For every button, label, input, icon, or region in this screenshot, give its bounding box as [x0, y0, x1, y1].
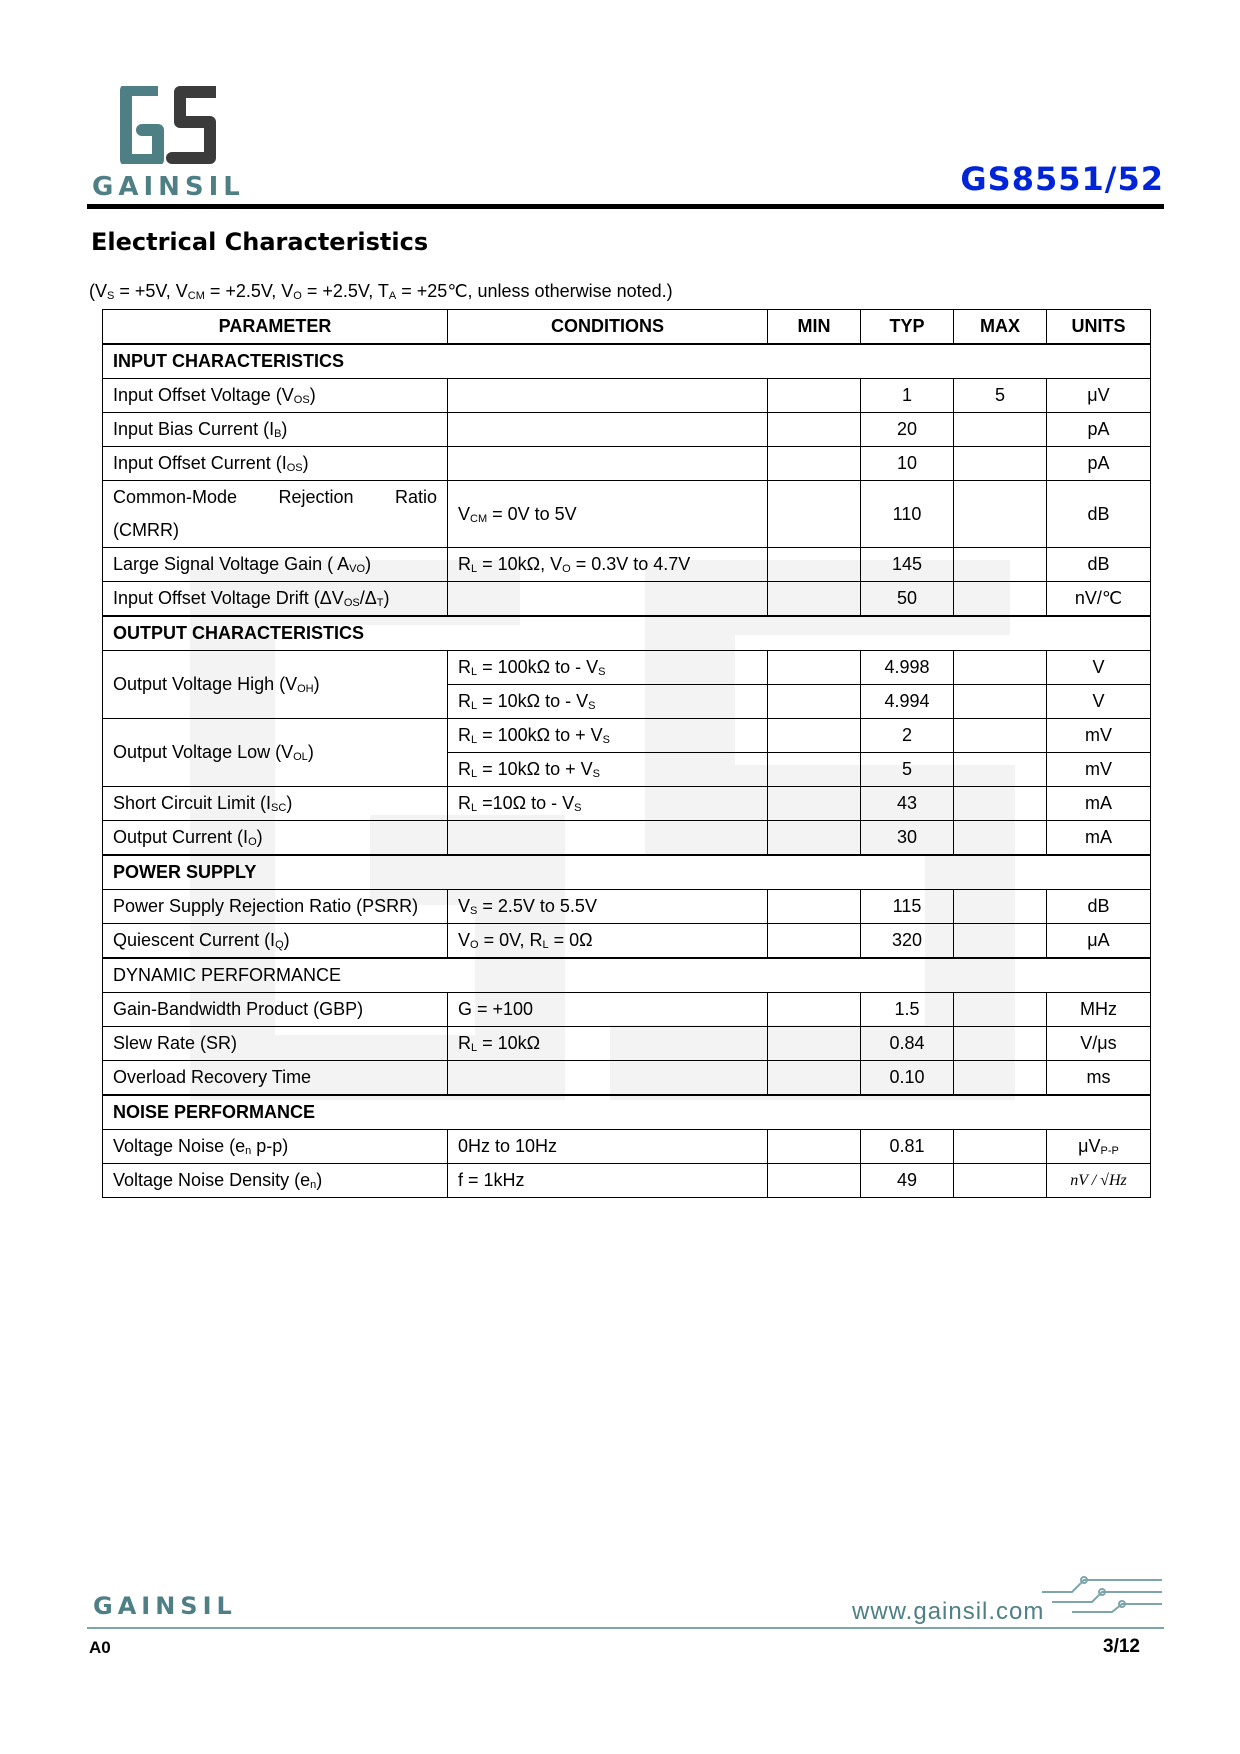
col-header-units: UNITS	[1047, 310, 1151, 345]
table-header-row	[103, 310, 1151, 345]
table-row: Common-Mode Rejection Ratio (CMRR) $V_{CM} = 0V$ to 5V 110 dB	[103, 481, 1151, 548]
table-row: Output Current $(I_O)$ 30 mA	[103, 821, 1151, 856]
param-cell: Input Offset Voltage $(V_{OS})$	[103, 379, 448, 413]
section-row-power: POWER SUPPLY	[103, 855, 1151, 890]
param-cell: Input Offset Current $(I_{OS})$	[103, 447, 448, 481]
header-logo	[92, 86, 252, 202]
param-cell: Input Offset Voltage Drift $(\Delta V_{OS}/\Delta_T)$	[103, 582, 448, 617]
conditions-note: ($V_S = +5V$, $V_{CM} = +2.5V$, $V_O = +2.5V$, $T_A$ = +25℃, unless otherwise noted.)	[89, 281, 673, 302]
electrical-characteristics-table	[102, 309, 1151, 1198]
param-cell: Output Voltage Low $(V_{OL})$	[103, 719, 448, 787]
table-row: Power Supply Rejection Ratio (PSRR) $V_S = 2.5V$ to 5.5V 115 dB	[103, 890, 1151, 924]
param-cell: Quiescent Current $(I_Q)$	[103, 924, 448, 959]
page-number: 3/12	[1103, 1636, 1140, 1657]
table-row: $R_L = 10k\Omega$ to + $V_S$ 5 mV	[103, 753, 1151, 787]
col-header-conditions: CONDITIONS	[448, 310, 768, 345]
param-cell: Short Circuit Limit $(I_{SC})$	[103, 787, 448, 821]
footer-url[interactable]: www.gainsil.com	[852, 1598, 1045, 1625]
section-title: Electrical Characteristics	[91, 228, 429, 256]
svg-text:GAINSIL: GAINSIL	[93, 1592, 237, 1618]
param-cell: Input Bias Current $(I_B)$	[103, 413, 448, 447]
table-row: $R_L = 10k\Omega$ to - $V_S$ 4.994 V	[103, 685, 1151, 719]
table-row: Input Offset Current $(I_{OS})$ 10 pA	[103, 447, 1151, 481]
param-cell: Gain-Bandwidth Product (GBP)	[103, 993, 448, 1027]
param-cell: Voltage Noise Density $(e_n)$	[103, 1164, 448, 1198]
table-row: Overload Recovery Time 0.10 ms	[103, 1061, 1151, 1096]
part-number: GS8551/52	[960, 160, 1164, 198]
header-brand-text: GAINSIL	[92, 172, 245, 202]
table-row: Gain-Bandwidth Product (GBP) G = +100 1.5 MHz	[103, 993, 1151, 1027]
table-row: Input Offset Voltage $(V_{OS})$ 1 5 μV	[103, 379, 1151, 413]
section-row-dynamic: DYNAMIC PERFORMANCE	[103, 958, 1151, 993]
table-row: Output Voltage Low $(V_{OL})$ $R_L = 100k\Omega$ to + $V_S$ 2 mV	[103, 719, 1151, 753]
table-row: Large Signal Voltage Gain ( $A_{VO}$) $R_L = 10k\Omega$, $V_O = 0.3V$ to 4.7V 145 dB	[103, 548, 1151, 582]
circuit-trace-icon	[1042, 1562, 1162, 1624]
table-row: Input Offset Voltage Drift $(\Delta V_{OS}/\Delta_T)$ 50 nV/℃	[103, 582, 1151, 617]
footer-brand-logo	[93, 1592, 253, 1618]
param-cell: Overload Recovery Time	[103, 1061, 448, 1096]
param-cell: Output Current $(I_O)$	[103, 821, 448, 856]
col-header-min: MIN	[768, 310, 861, 345]
param-cell: Power Supply Rejection Ratio (PSRR)	[103, 890, 448, 924]
table-row: Slew Rate (SR) $R_L = 10k\Omega$ 0.84 V/μs	[103, 1027, 1151, 1061]
section-row-output: OUTPUT CHARACTERISTICS	[103, 616, 1151, 651]
footer-revision: A0	[89, 1638, 111, 1657]
param-cell: Output Voltage High $(V_{OH})$	[103, 651, 448, 719]
table-row: Voltage Noise Density $(e_n)$ f = 1kHz 49 nV / √Hz	[103, 1164, 1151, 1198]
table-row: Short Circuit Limit $(I_{SC})$ $R_L =10\Omega$ to - $V_S$ 43 mA	[103, 787, 1151, 821]
param-cell: Large Signal Voltage Gain ( $A_{VO}$)	[103, 548, 448, 582]
param-cell: Slew Rate (SR)	[103, 1027, 448, 1061]
section-row-noise: NOISE PERFORMANCE	[103, 1095, 1151, 1130]
table-row: Output Voltage High $(V_{OH})$ $R_L = 100k\Omega$ to - $V_S$ 4.998 V	[103, 651, 1151, 685]
col-header-typ: TYP	[861, 310, 954, 345]
table-row: Voltage Noise ($e_n$ p-p) 0Hz to 10Hz 0.81 $\mu V_{P-P}$	[103, 1130, 1151, 1164]
table-row: Input Bias Current $(I_B)$ 20 pA	[103, 413, 1151, 447]
col-header-parameter: PARAMETER	[103, 310, 448, 345]
col-header-max: MAX	[954, 310, 1047, 345]
param-cell: Common-Mode Rejection Ratio (CMRR)	[103, 481, 448, 548]
table-row: Quiescent Current $(I_Q)$ $V_O = 0V$, $R_L = 0\Omega$ 320 μA	[103, 924, 1151, 959]
footer-rule	[87, 1627, 1164, 1629]
section-row-input: INPUT CHARACTERISTICS	[103, 344, 1151, 379]
header-rule	[87, 204, 1164, 209]
param-cell: Voltage Noise ($e_n$ p-p)	[103, 1130, 448, 1164]
gs-logo-icon	[120, 86, 222, 164]
